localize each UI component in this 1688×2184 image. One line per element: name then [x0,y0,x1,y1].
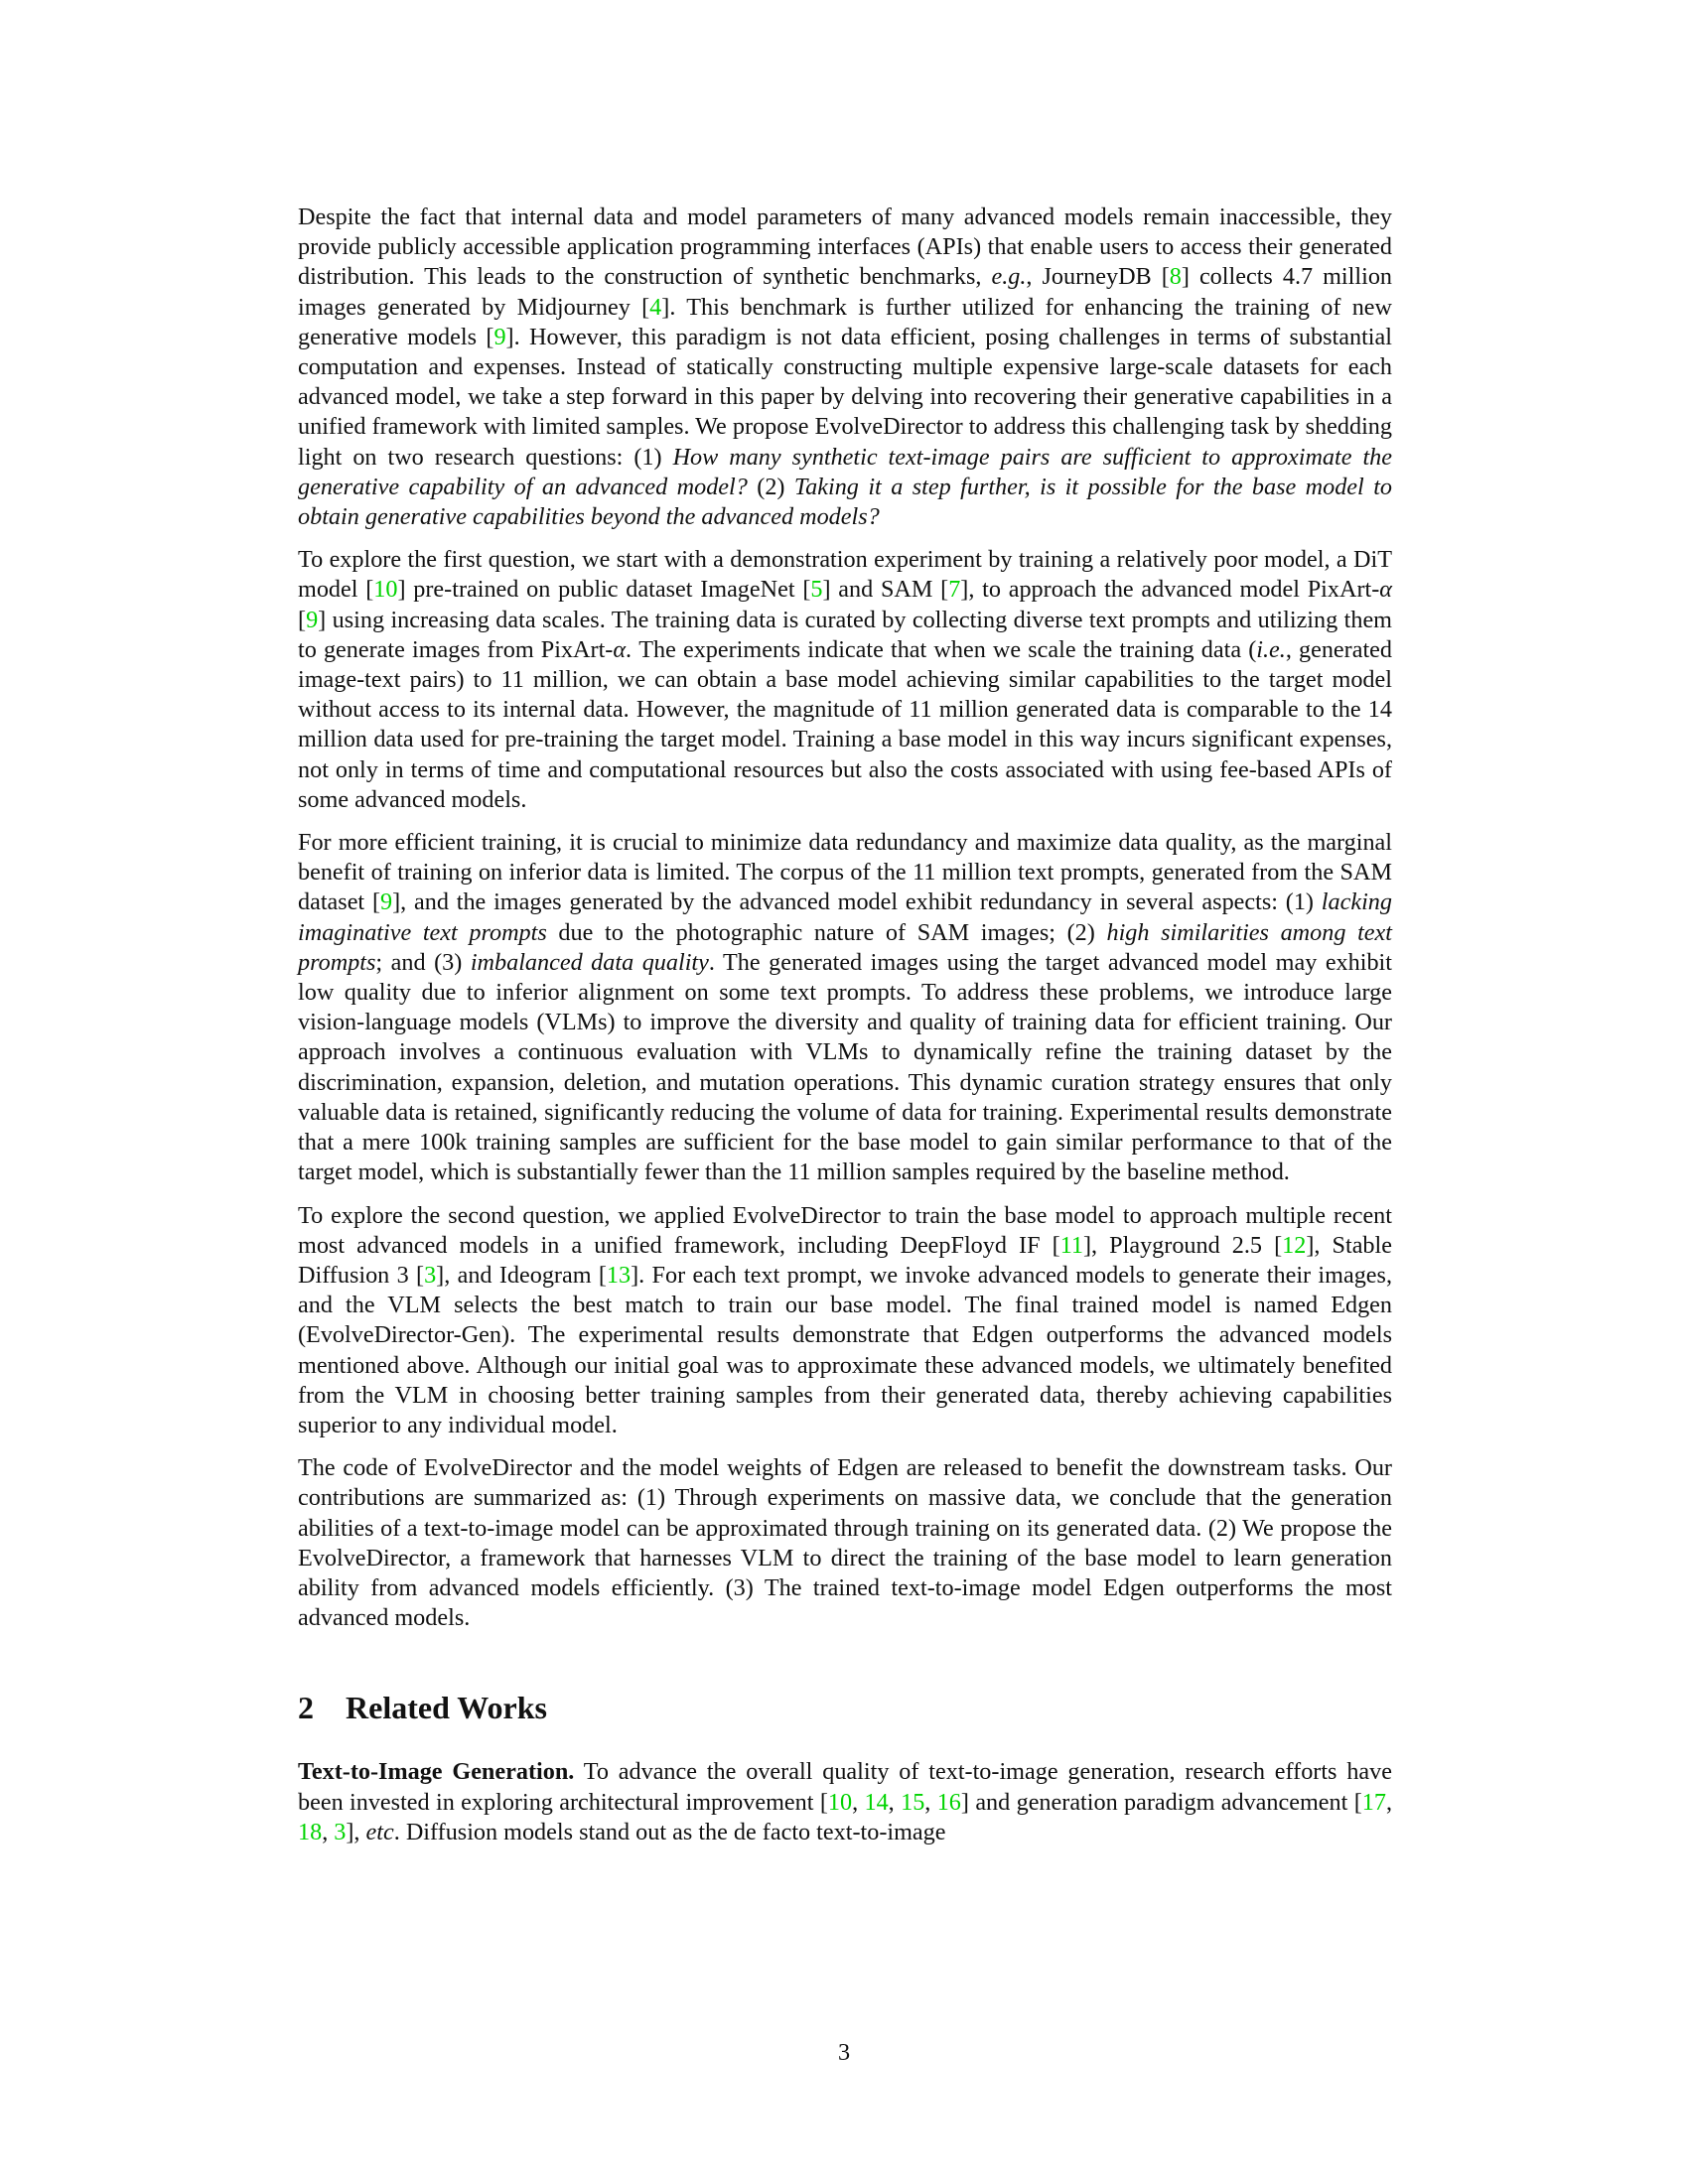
italic-text: α [613,635,627,663]
text-run: ], to approach the advanced model PixArt- [960,576,1380,604]
citation-link[interactable]: 18 [298,1818,323,1845]
page-number: 3 [837,2039,851,2066]
citation-link[interactable]: 3 [424,1261,437,1289]
citation-link[interactable]: 13 [606,1261,632,1289]
run-in-heading: Text-to-Image Generation. [298,1758,575,1786]
text-run: ] using increasing data scales. The training data is curated by collecting diverse text prompts and utilizing them to generate images from PixArt- [298,606,1392,663]
italic-text: How many synthetic text-image pairs are sufficient to approximate the generative capability of an advanced model? [298,443,1392,500]
text-run: , JourneyDB [ [1026,263,1170,291]
body-paragraph-3 [298,828,1392,1187]
text-run: ] and SAM [ [822,576,949,604]
text-run: , [888,1788,902,1816]
text-run: , [1385,1788,1393,1816]
text-run: The code of EvolveDirector and the model weights of Edgen are released to benefit the downstream tasks. Our contributions are summarized as: (1) Through experiments on massive data, we conclude that the generation abilities of a text-to-image model can be approximated through training on its generated data. (2) We propose the EvolveDirector, a framework that harnesses VLM to direct the training of the base model to learn generation ability from advanced models efficiently. (3) The trained text-to-image model Edgen outperforms the most advanced models. [298,1454,1392,1632]
citation-link[interactable]: 15 [901,1788,925,1816]
citation-link[interactable]: 9 [380,888,393,916]
text-run: . The experiments indicate that when we scale the training data ( [626,635,1257,663]
body-paragraph-2 [298,545,1392,815]
text-run: [ [298,606,307,633]
citation-link[interactable]: 9 [306,606,319,633]
citation-link[interactable]: 9 [493,323,506,350]
text-run: . Diffusion models stand out as the de facto text-to-image [393,1818,946,1845]
text-run: ; and (3) [375,948,471,976]
text-run: For more efficient training, it is crucial to minimize data redundancy and maximize data quality, as the marginal benefit of training on inferior data is limited. The corpus of the 11 million text prompts, generated from the SAM dataset [ [298,829,1392,916]
text-run: ] collects 4.7 million images generated by Midjourney [ [298,263,1393,321]
text-run: ]. For each text prompt, we invoke advanced models to generate their images, and the VLM selects the best match to train our base model. The final trained model is named Edgen (EvolveDirector-Gen). The experimental results demonstrate that Edgen outperforms the advanced models mentioned above. Although our initial goal was to approximate these advanced models, we ultimately benefited from the VLM in choosing better training samples from their generated data, thereby achieving capabilities superior to any individual model. [298,1261,1392,1438]
text-run: ], Playground 2.5 [ [1082,1231,1283,1259]
body-paragraph-4 [298,1201,1392,1441]
text-run: To explore the second question, we applied EvolveDirector to train the base model to approach multiple recent most advanced models in a unified framework, including DeepFloyd IF [ [298,1201,1392,1259]
italic-text: etc [365,1818,394,1845]
italic-text: imbalanced data quality [470,948,709,976]
text-run: ]. This benchmark is further utilized for enhancing the training of new generative models [ [298,293,1392,350]
citation-link[interactable]: 7 [948,576,961,604]
body-paragraph-5 [298,1453,1392,1633]
citation-link[interactable]: 11 [1059,1231,1083,1259]
citation-link[interactable]: 4 [649,293,662,321]
text-run: . The generated images using the target advanced model may exhibit low quality due to inferior alignment on some text prompts. To address these problems, we introduce large vision-language models (VLMs) to improve the diversity and quality of training data for efficient training. Our approach involves a continuous evaluation with VLMs to dynamically refine the training dataset by the discrimination, expansion, deletion, and mutation operations. This dynamic curation strategy ensures that only valuable data is retained, significantly reducing the volume of data for training. Experimental results demonstrate that a mere 100k training samples are sufficient for the base model to gain similar performance to that of the target model, which is substantially fewer than the 11 million samples required by the baseline method. [298,948,1392,1186]
citation-link[interactable]: 17 [1361,1788,1386,1816]
citation-link[interactable]: 12 [1282,1231,1307,1259]
italic-text: lacking imaginative text prompts [298,888,1392,946]
citation-link[interactable]: 5 [810,576,823,604]
citation-link[interactable]: 10 [373,576,398,604]
text-run: To advance the overall quality of text-to-image generation, research efforts have been invested in exploring architectural improvement [ [298,1758,1392,1816]
text-run: ] pre-trained on public dataset ImageNet [ [397,576,811,604]
citation-link[interactable]: 10 [827,1788,853,1816]
related-works-paragraph [298,1757,1392,1847]
text-run: ], Stable Diffusion 3 [ [298,1231,1392,1289]
citation-link[interactable]: 3 [334,1818,347,1845]
text-run: , [852,1788,865,1816]
italic-text: Taking it a step further, is it possible for the base model to obtain generative capabilities beyond the advanced models? [298,473,1393,531]
paper-page-body [298,203,1392,1860]
citation-link[interactable]: 16 [936,1788,961,1816]
text-run: ] and generation paradigm advancement [ [960,1788,1362,1816]
section-number: 2 [298,1690,314,1726]
text-run: ], and the images generated by the advanced model exhibit redundancy in several aspects: (1) [392,888,1322,916]
text-run: , generated image-text pairs) to 11 million, we can obtain a base model achieving similar capabilities to the target model without access to its internal data. However, the magnitude of 11 million generated data is comparable to the 14 million data used for pre-training the target model. Training a base model in this way incurs significant expenses, not only in terms of time and computational resources but also the costs associated with using fee-based APIs of some advanced models. [298,635,1392,813]
italic-text: high similarities among text prompts [298,918,1392,976]
text-run: ]. However, this paradigm is not data efficient, posing challenges in terms of substantial computation and expenses. Instead of statically constructing multiple expensive large-scale datasets for each advanced model, we take a step forward in this paper by delving into recovering their generative capabilities in a unified framework with limited samples. We propose EvolveDirector to address this challenging task by shedding light on two research questions: (1) [298,323,1392,471]
body-paragraph-1 [298,203,1392,532]
text-run: ], [346,1818,366,1845]
italic-text: i.e. [1256,635,1286,663]
text-run: Despite the fact that internal data and model parameters of many advanced models remain inaccessible, they provide publicly accessible application programming interfaces (APIs) that enable users to access their generated distribution. This leads to the construction of synthetic benchmarks, [298,204,1392,291]
text-run: ], and Ideogram [ [436,1261,607,1289]
text-run: (2) [747,473,794,500]
section-heading [298,1689,1392,1726]
citation-link[interactable]: 8 [1169,263,1182,291]
section-title: Related Works [346,1690,547,1726]
text-run: , [322,1818,335,1845]
italic-text: e.g. [991,263,1027,291]
text-run: , [924,1788,937,1816]
italic-text: α [1379,576,1392,604]
citation-link[interactable]: 14 [864,1788,889,1816]
text-run: due to the photographic nature of SAM images; (2) [546,918,1107,946]
text-run: To explore the first question, we start with a demonstration experiment by training a relatively poor model, a DiT model [ [298,546,1392,604]
